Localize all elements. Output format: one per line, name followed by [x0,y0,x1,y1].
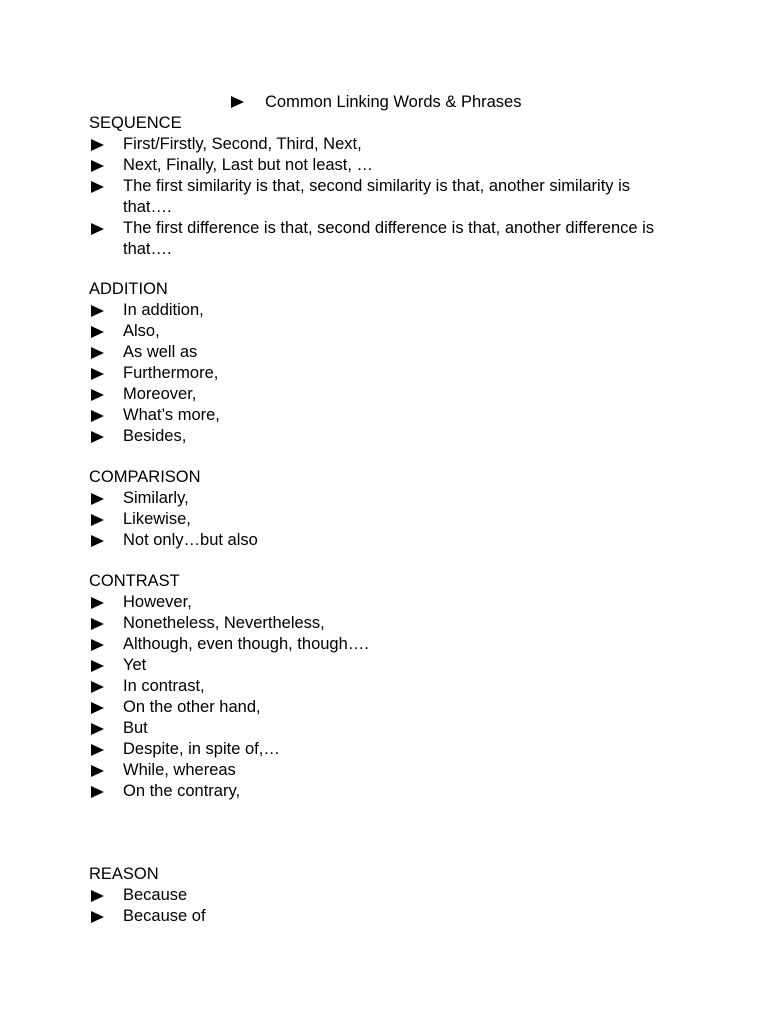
list-item [89,321,683,342]
list-item [89,509,683,530]
list-item-text: Similarly, [123,489,189,507]
list-item-text: Nonetheless, Nevertheless, [123,614,325,632]
list-item-text: As well as [123,343,198,361]
bullet-triangle-icon [91,514,104,526]
list-item [89,718,683,739]
section-list [89,885,689,927]
list-item-text: Yet [123,656,147,674]
bullet-triangle-icon [91,160,104,172]
list-item [89,405,683,426]
list-item-text: Moreover, [123,385,197,403]
list-item [89,655,683,676]
section-list [89,300,689,447]
list-item-text: The first difference is that, second difference is that, another difference is that…. [123,219,655,258]
list-item [89,906,683,927]
list-item [89,530,683,551]
list-item-text: In addition, [123,301,204,319]
list-item [89,426,683,447]
list-item [89,218,683,260]
bullet-triangle-icon [91,786,104,798]
list-item-text: On the contrary, [123,782,241,800]
list-item [89,134,683,155]
list-item [89,342,683,363]
list-item [89,781,683,802]
bullet-triangle-icon [91,681,104,693]
bullet-triangle-icon [91,765,104,777]
list-item-text: First/Firstly, Second, Third, Next, [123,135,362,153]
bullet-triangle-icon [91,305,104,317]
bullet-triangle-icon [91,223,104,235]
bullet-triangle-icon [91,618,104,630]
document-title: Common Linking Words & Phrases [265,93,522,111]
section-list [89,592,689,802]
list-item [89,300,683,321]
section-heading: SEQUENCE [89,114,182,132]
section-comparison [89,467,689,551]
bullet-triangle-icon [231,96,244,108]
list-item [89,760,683,781]
list-item [89,676,683,697]
bullet-triangle-icon [91,368,104,380]
section-heading: ADDITION [89,280,168,298]
bullet-triangle-icon [91,389,104,401]
list-item [89,384,683,405]
list-item-text: Also, [123,322,160,340]
list-item-text: Despite, in spite of,… [123,740,280,758]
list-item-text: However, [123,593,192,611]
list-item [89,739,683,760]
list-item [89,634,683,655]
list-item-text: Not only…but also [123,531,258,549]
list-item-text: In contrast, [123,677,205,695]
list-item [89,613,683,634]
list-item-text: The first similarity is that, second similarity is that, another similarity is that…. [123,177,631,216]
bullet-triangle-icon [91,347,104,359]
list-item [89,885,683,906]
list-item [89,697,683,718]
section-sequence [89,113,689,260]
section-heading: CONTRAST [89,572,180,590]
list-item-text: Although, even though, though…. [123,635,369,653]
section-contrast [89,571,689,802]
bullet-triangle-icon [91,639,104,651]
bullet-triangle-icon [91,597,104,609]
list-item-text: What’s more, [123,406,220,424]
list-item-text: Because [123,886,188,904]
section-reason [89,864,689,927]
list-item-text: Besides, [123,427,187,445]
list-item-text: Next, Finally, Last but not least, … [123,156,374,174]
list-item-text: Furthermore, [123,364,219,382]
bullet-triangle-icon [91,660,104,672]
bullet-triangle-icon [91,702,104,714]
list-item [89,363,683,384]
list-item-text: While, whereas [123,761,236,779]
bullet-triangle-icon [91,744,104,756]
list-item-text: Because of [123,907,206,925]
bullet-triangle-icon [91,326,104,338]
bullet-triangle-icon [91,181,104,193]
list-item-text: But [123,719,148,737]
list-item [89,488,683,509]
bullet-triangle-icon [91,535,104,547]
section-addition [89,279,689,447]
bullet-triangle-icon [91,431,104,443]
section-list [89,134,689,260]
list-item [89,155,683,176]
bullet-triangle-icon [91,410,104,422]
section-list [89,488,689,551]
list-item-text: Likewise, [123,510,191,528]
section-heading: COMPARISON [89,468,201,486]
list-item [89,176,683,218]
list-item-text: On the other hand, [123,698,261,716]
list-item [89,592,683,613]
bullet-triangle-icon [91,493,104,505]
bullet-triangle-icon [91,911,104,923]
bullet-triangle-icon [91,139,104,151]
bullet-triangle-icon [91,890,104,902]
bullet-triangle-icon [91,723,104,735]
section-heading: REASON [89,865,159,883]
